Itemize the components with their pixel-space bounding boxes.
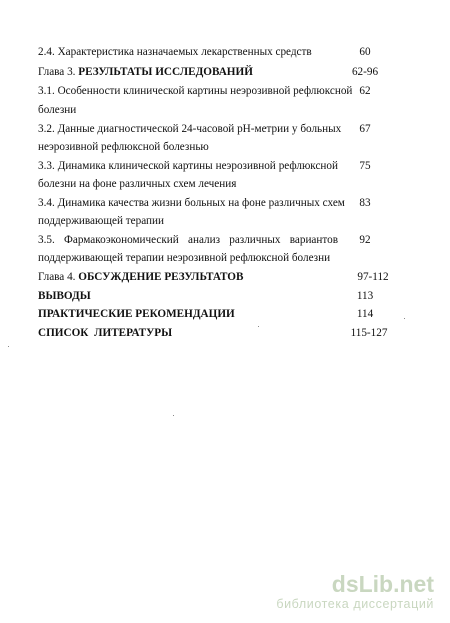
toc-page-number: 83 [359,197,371,209]
toc-entry-3-5-line-1: 3.5. Фармакоэкономический анализ различных вариантов [38,234,338,246]
watermark [276,572,434,611]
toc-page-number: 114 [356,308,374,320]
toc-entry-3-1-line-1: 3.1. Особенности клинической картины неэрозивной рефлюксной [38,85,353,97]
toc-entry-3-3-line-1: 3.3. Динамика клинической картины неэрозивной рефлюксной [38,160,338,172]
toc-page-number: 62-96 [351,66,379,78]
toc-entry-3-4-line-1: 3.4. Динамика качества жизни больных на фоне различных схем [38,197,345,209]
toc-entry-title: 2.4. Характеристика назначаемых лекарственных средств [38,46,312,58]
chapter-prefix: Глава 4. [38,271,79,283]
scan-speck [8,346,9,347]
toc-page-number: 60 [359,46,371,58]
toc-page-number: 115-127 [350,327,388,339]
scan-speck [258,326,259,327]
toc-entry-3-3-line-2: болезни на фоне различных схем лечения [38,178,237,190]
toc-page-number: 113 [356,290,374,302]
toc-conclusions: ВЫВОДЫ [38,290,91,302]
toc-entry-3-2-line-2: неэрозивной рефлюксной болезнью [38,141,209,153]
chapter-title: ОБСУЖДЕНИЕ РЕЗУЛЬТАТОВ [78,271,244,283]
toc-page-number: 97-112 [357,271,389,283]
toc-entry-3-5-line-2: поддерживающей терапии неэрозивной рефлюксной болезни [38,252,331,264]
toc-references: СПИСОК ЛИТЕРАТУРЫ [38,327,173,339]
toc-recommendations: ПРАКТИЧЕСКИЕ РЕКОМЕНДАЦИИ [38,308,235,320]
toc-entry-3-4-line-2: поддерживающей терапии [38,215,164,227]
toc-page-number: 75 [359,160,371,172]
watermark-subtitle: библиотека диссертаций [276,597,434,611]
toc-page-number: 62 [359,85,371,97]
toc-page-number: 92 [359,234,371,246]
toc-page-number: 67 [359,123,371,135]
toc-chapter-4 [38,271,243,284]
chapter-title: РЕЗУЛЬТАТЫ ИССЛЕДОВАНИЙ [78,66,253,78]
watermark-logo: dsLib.net [331,571,434,597]
toc-entry-3-1-line-2: болезни [38,104,77,116]
toc-chapter-3 [38,66,253,79]
toc-entry-3-2-line-1: 3.2. Данные диагностической 24-часовой рН-метрии у больных [38,123,342,135]
scan-speck [404,318,405,319]
toc-entry-2-4 [38,46,312,59]
chapter-prefix: Глава 3. [38,66,79,78]
scan-speck [173,415,174,416]
